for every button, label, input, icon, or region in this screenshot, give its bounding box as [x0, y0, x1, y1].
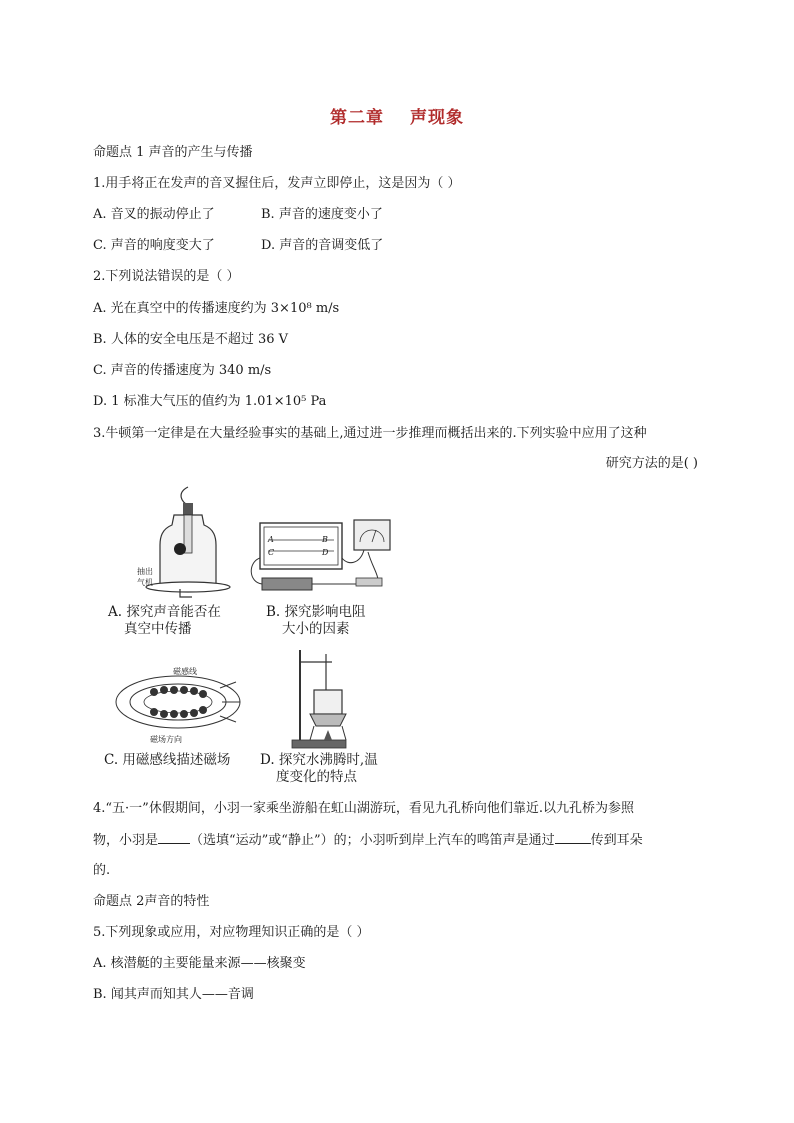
question-4-text-c: 传到耳朵 [590, 833, 643, 848]
figure-c-label-top: 磁感线 [173, 667, 197, 676]
question-2-stem: 2.下列说法错误的是（ ） [93, 269, 240, 284]
question-3-stem: 3.牛顿第一定律是在大量经验事实的基础上,通过进一步推理而概括出来的.下列实验中应用了这种 [93, 426, 647, 441]
question-2-option-a: A. 光在真空中的传播速度约为 3×10⁸ m/s [93, 301, 340, 316]
question-5-option-b: B. 闻其声而知其人——音调 [93, 987, 254, 1002]
section-heading-1: 命题点 1 声音的产生与传播 [93, 145, 253, 160]
figure-c-caption: C. 用磁感线描述磁场 [104, 752, 231, 768]
figure-d-boiling-apparatus [284, 648, 354, 750]
figure-b-point-c: C [268, 548, 275, 557]
figure-b-point-d: D [322, 548, 329, 557]
question-5-stem: 5.下列现象或应用，对应物理知识正确的是（ ） [93, 925, 370, 940]
figure-b-point-b: B [322, 535, 328, 544]
figure-b-point-a: A [268, 535, 274, 544]
question-1-option-d: D. 声音的音调变低了 [261, 238, 384, 253]
chapter-name: 声现象 [410, 108, 464, 128]
question-4-text-a: 物，小羽是 [93, 833, 159, 848]
question-1-stem: 1.用手将正在发声的音叉握住后，发声立即停止，这是因为（ ） [93, 176, 461, 191]
question-1-option-a: A. 音叉的振动停止了 [93, 207, 215, 222]
question-2-option-c: C. 声音的传播速度为 340 m/s [93, 363, 272, 378]
question-3-stem-continued: 研究方法的是( ) [605, 456, 698, 471]
question-5-option-a: A. 核潜艇的主要能量来源——核聚变 [93, 956, 306, 971]
question-2-option-b: B. 人体的安全电压是不超过 36 V [93, 332, 289, 347]
figure-a-label-1: 抽出 [137, 567, 153, 576]
figure-a-caption-2: 真空中传播 [124, 621, 192, 637]
question-2-option-d: D. 1 标准大气压的值约为 1.01×10⁵ Pa [93, 394, 327, 409]
question-1-option-b: B. 声音的速度变小了 [261, 207, 383, 222]
figure-b-caption-1: B. 探究影响电阻 [266, 604, 366, 620]
question-4-line-1: 4.“五·一”休假期间，小羽一家乘坐游船在虹山湖游玩，看见九孔桥向他们靠近.以九孔桥为参照 [93, 801, 634, 816]
question-1-option-c: C. 声音的响度变大了 [93, 238, 215, 253]
figure-b-caption-2: 大小的因素 [282, 621, 350, 637]
figure-a-label-2: 气机 [137, 578, 153, 587]
figure-a-caption-1: A. 探究声音能否在 [108, 604, 221, 620]
answer-blank-2[interactable] [555, 831, 591, 844]
page-title [0, 103, 794, 128]
figure-c-label-bottom: 磁场方向 [150, 735, 182, 744]
figure-d-caption-2: 度变化的特点 [276, 769, 357, 785]
section-heading-2: 命题点 2声音的特性 [93, 894, 210, 909]
answer-blank-1[interactable] [158, 831, 190, 844]
question-4-line-3: 的. [93, 863, 111, 878]
chapter-number: 第二章 [330, 108, 384, 128]
question-4-text-b: （选填“运动”或“静止”）的；小羽听到岸上汽车的鸣笛声是通过 [190, 833, 555, 848]
question-4-line-2 [93, 831, 643, 850]
figure-d-caption-1: D. 探究水沸腾时,温 [260, 752, 378, 768]
